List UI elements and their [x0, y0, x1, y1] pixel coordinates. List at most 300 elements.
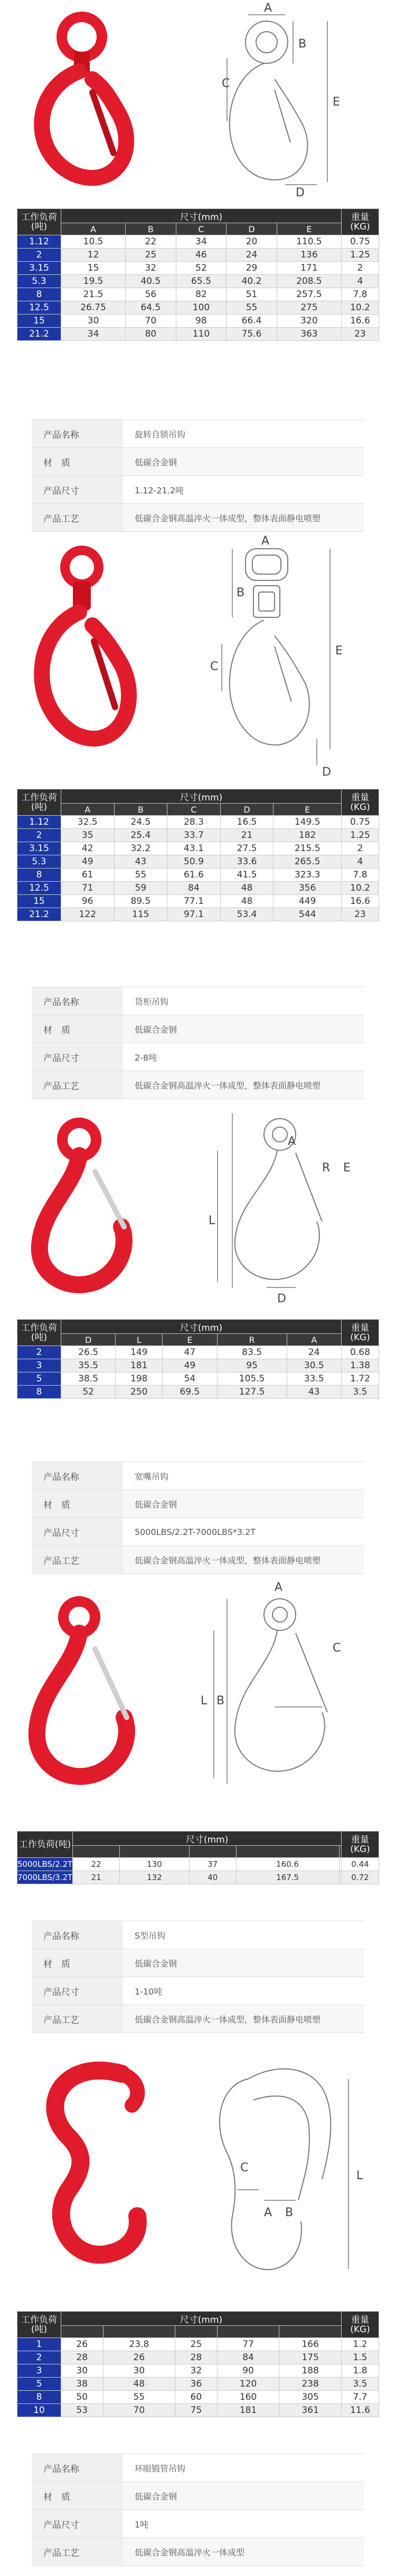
size-cell: 149: [116, 1346, 163, 1359]
table-row: [17, 2391, 379, 2404]
size-cell: 30.5: [287, 1359, 341, 1372]
product1-photo: [42, 17, 126, 178]
size-cell: 22: [73, 1858, 120, 1871]
size-cell: 160: [217, 2391, 279, 2404]
size-cell: 24: [227, 249, 277, 262]
load-cell: 8: [17, 1386, 61, 1399]
size-cell: 136: [277, 249, 341, 262]
table-row: [17, 1386, 379, 1399]
size-cell: 275: [277, 301, 341, 314]
size-cell: 238: [279, 2378, 342, 2391]
size-cell: 110: [176, 328, 227, 341]
col-header: [61, 2326, 103, 2338]
size-cell: 215.5: [274, 842, 342, 855]
info-key-process: 产品工艺: [32, 1071, 123, 1099]
load-cell: 21.2: [17, 908, 61, 921]
info-key-material: 材 质: [32, 1949, 123, 1977]
col-header: C: [167, 804, 221, 816]
dim-label-a: A: [261, 535, 270, 548]
load-header: 工作负荷(吨): [17, 2312, 61, 2338]
size-cell: 40: [189, 1871, 236, 1884]
product2-illustration: [0, 533, 396, 781]
dim-label-a: A: [275, 1581, 283, 1594]
weight-cell: 1.5: [342, 2351, 379, 2364]
col-header: A: [287, 1334, 341, 1346]
col-header: E: [274, 804, 342, 816]
size-cell: 55: [103, 2391, 175, 2404]
weight-cell: 1.8: [342, 2364, 379, 2378]
col-header: E: [277, 223, 341, 235]
size-cell: 105.5: [217, 1372, 287, 1386]
info-value-name: 旋转自锁吊钩: [123, 420, 364, 448]
size-cell: 34: [61, 328, 126, 341]
size-cell: 52: [176, 262, 227, 275]
dim-label-l: L: [201, 1694, 208, 1707]
weight-cell: 2: [342, 842, 379, 855]
size-cell: 41.5: [220, 869, 274, 882]
load-cell: 1: [17, 2338, 61, 2351]
size-cell: 30: [103, 2364, 175, 2378]
size-cell: 53.4: [220, 908, 274, 921]
load-cell: 15: [17, 895, 61, 908]
size-cell: 28.3: [167, 816, 221, 829]
info-value-name: 环眼锻管吊钩: [123, 2454, 364, 2482]
product1-diagram: [227, 15, 327, 185]
product3-diagram: [218, 1113, 322, 1287]
info-value-material: 低碳合金钢: [123, 2482, 364, 2510]
product4-info-table: [32, 1921, 364, 2033]
size-cell: 10.5: [61, 235, 126, 249]
load-cell: 5000LBS/2.2T: [17, 1858, 73, 1871]
size-header: 尺寸(mm): [61, 2312, 342, 2326]
dim-label-a: A: [264, 2206, 272, 2219]
load-cell: 5.3: [17, 855, 61, 869]
table-row: [17, 895, 379, 908]
product1-spec-table: [17, 208, 379, 341]
size-cell: 49: [61, 855, 115, 869]
load-cell: 21.2: [17, 328, 61, 341]
size-cell: 50: [61, 2391, 103, 2404]
col-header: [217, 2326, 279, 2338]
load-cell: 8: [17, 869, 61, 882]
size-cell: 54: [163, 1372, 217, 1386]
info-value-name: 宽嘴吊钩: [123, 1462, 364, 1490]
table-row: [17, 2378, 379, 2391]
weight-cell: 7.7: [342, 2391, 379, 2404]
col-header: B: [114, 804, 167, 816]
col-header: D: [227, 223, 277, 235]
col-header: [339, 1846, 341, 1858]
size-cell: 356: [274, 882, 342, 895]
table-row: [17, 249, 379, 262]
dim-label-b: B: [285, 2206, 294, 2219]
info-key-size: 产品尺寸: [32, 1518, 123, 1546]
size-cell: 51: [227, 288, 277, 301]
weight-cell: 11.6: [342, 2404, 379, 2417]
size-cell: 66.4: [227, 314, 277, 328]
size-cell: 28: [175, 2351, 218, 2364]
load-cell: 8: [17, 2391, 61, 2404]
load-cell: 3: [17, 2364, 61, 2378]
size-cell: 32.5: [61, 816, 115, 829]
size-cell: 77: [217, 2338, 279, 2351]
col-header: [175, 2326, 218, 2338]
col-header: [279, 2326, 342, 2338]
size-cell: 16.5: [220, 816, 274, 829]
size-cell: 127.5: [217, 1386, 287, 1399]
size-cell: 82: [176, 288, 227, 301]
load-cell: 7000LBS/3.2T: [17, 1871, 73, 1884]
product5-info-table: [32, 2454, 364, 2566]
table-row: [17, 855, 379, 869]
size-cell: 188: [279, 2364, 342, 2378]
info-value-material: 低碳合金钢: [123, 1490, 364, 1518]
size-cell: 64.5: [126, 301, 176, 314]
info-value-process: 低碳合金钢高温淬火一体成型，整体表面静电喷塑: [123, 1546, 364, 1574]
size-cell: 35: [61, 829, 115, 842]
product2-info-table: [32, 987, 364, 1099]
weight-cell: 0.72: [342, 1871, 379, 1884]
product2-diagram: [222, 549, 330, 765]
weight-cell: 1.25: [342, 829, 379, 842]
load-cell: 3.15: [17, 842, 61, 855]
weight-cell: 0.68: [342, 1346, 379, 1359]
product1-illustration: [0, 0, 396, 201]
dim-label-e: E: [343, 1161, 351, 1175]
size-cell: 305: [279, 2391, 342, 2404]
product4-diagram: [214, 1599, 327, 1783]
load-cell: 2: [17, 829, 61, 842]
weight-cell: 23: [342, 328, 379, 341]
size-cell: 84: [217, 2351, 279, 2364]
size-cell: 69.5: [163, 1386, 217, 1399]
col-header: [103, 2326, 175, 2338]
product5-spec-table: [17, 2311, 379, 2417]
weight-cell: 10.2: [342, 882, 379, 895]
size-cell: 53: [61, 2404, 103, 2417]
size-cell: 89.5: [114, 895, 167, 908]
size-cell: 40.5: [126, 275, 176, 288]
size-cell: 97.1: [167, 908, 221, 921]
size-cell: 26.5: [61, 1346, 116, 1359]
size-cell: 48: [220, 882, 274, 895]
table-row: [17, 301, 379, 314]
size-cell: 48: [220, 895, 274, 908]
table-row: [17, 1871, 379, 1884]
load-cell: 5: [17, 1372, 61, 1386]
size-cell: 26.75: [61, 301, 126, 314]
weight-header: 重量(KG): [342, 789, 379, 816]
load-header: 工作负荷(吨): [17, 1831, 73, 1858]
info-key-name: 产品名称: [32, 1462, 123, 1490]
table-row: [17, 1359, 379, 1372]
weight-cell: 4: [342, 855, 379, 869]
size-cell: 182: [274, 829, 342, 842]
size-cell: 80: [126, 328, 176, 341]
info-key-size: 产品尺寸: [32, 1977, 123, 2005]
load-cell: 12.5: [17, 301, 61, 314]
product4-spec-table: [17, 1831, 379, 1884]
info-key-process: 产品工艺: [32, 2538, 123, 2566]
weight-header: 重量(KG): [342, 209, 379, 235]
size-cell: 49: [163, 1359, 217, 1372]
size-cell: 95: [217, 1359, 287, 1372]
info-key-material: 材 质: [32, 448, 123, 476]
weight-cell: 10.2: [342, 301, 379, 314]
size-cell: 21: [220, 829, 274, 842]
size-cell: 110.5: [277, 235, 341, 249]
size-cell: 83.5: [217, 1346, 287, 1359]
size-cell: 65.5: [176, 275, 227, 288]
weight-cell: 16.6: [342, 895, 379, 908]
table-row: [17, 829, 379, 842]
load-header: 工作负荷(吨): [17, 1320, 61, 1346]
col-header: [236, 1846, 339, 1858]
table-row: [17, 1858, 379, 1871]
col-header: E: [163, 1334, 217, 1346]
size-cell: 130: [120, 1858, 189, 1871]
product4-photo: [37, 1601, 127, 1777]
weight-cell: 1.25: [342, 249, 379, 262]
col-header: [189, 1846, 236, 1858]
table-row: [17, 869, 379, 882]
load-header: 工作负荷(吨): [17, 789, 61, 816]
info-key-size: 产品尺寸: [32, 476, 123, 504]
info-value-size: 1.12-21.2吨: [123, 476, 364, 504]
size-cell: 25: [126, 249, 176, 262]
weight-header: 重量(KG): [342, 1320, 379, 1346]
table-row: [17, 235, 379, 249]
size-cell: 320: [277, 314, 341, 328]
table-row: [17, 2338, 379, 2351]
size-cell: 61: [61, 869, 115, 882]
info-value-material: 低碳合金钢: [123, 1015, 364, 1043]
size-cell: 21: [73, 1871, 120, 1884]
size-cell: 29: [227, 262, 277, 275]
dim-label-a: A: [264, 2, 272, 15]
size-cell: 21.5: [61, 288, 126, 301]
dim-label-d: D: [277, 1292, 286, 1305]
size-cell: 160.6: [236, 1858, 339, 1871]
size-cell: 43: [114, 855, 167, 869]
size-cell: 75: [175, 2404, 218, 2417]
weight-cell: 3.5: [342, 2378, 379, 2391]
size-cell: 181: [217, 2404, 279, 2417]
col-header: L: [116, 1334, 163, 1346]
load-cell: 8: [17, 288, 61, 301]
table-row: [17, 1346, 379, 1359]
size-cell: 46: [176, 249, 227, 262]
product5-diagram: [220, 2069, 348, 2269]
size-cell: 544: [274, 908, 342, 921]
info-key-material: 材 质: [32, 2482, 123, 2510]
info-key-name: 产品名称: [32, 987, 123, 1015]
load-header: 工作负荷(吨): [17, 209, 61, 235]
weight-cell: 0.75: [342, 235, 379, 249]
col-header: B: [126, 223, 176, 235]
weight-header: 重量(KG): [342, 2312, 379, 2338]
info-value-size: 2-8吨: [123, 1043, 364, 1071]
product4-illustration: [0, 1578, 396, 1826]
table-row: [17, 314, 379, 328]
size-cell: 98: [176, 314, 227, 328]
size-cell: 47: [163, 1346, 217, 1359]
info-value-process: 低碳合金钢高温淬火一体成型，整体表面静电喷塑: [123, 2005, 364, 2033]
size-cell: 70: [103, 2404, 175, 2417]
size-cell: 175: [279, 2351, 342, 2364]
weight-cell: 0.75: [342, 816, 379, 829]
load-cell: 15: [17, 314, 61, 328]
load-cell: 10: [17, 2404, 61, 2417]
weight-cell: 7.8: [342, 869, 379, 882]
dim-label-l: L: [209, 1214, 215, 1227]
size-cell: 167.5: [236, 1871, 339, 1884]
size-cell: 24: [287, 1346, 341, 1359]
dim-label-e: E: [333, 96, 340, 109]
size-cell: 33.5: [287, 1372, 341, 1386]
size-cell: 33.6: [220, 855, 274, 869]
weight-cell: 1.38: [342, 1359, 379, 1372]
dim-label-b: B: [237, 586, 245, 599]
product3-illustration: [0, 1103, 396, 1314]
info-value-size: 5000LBS/2.2T-7000LBS*3.2T: [123, 1518, 364, 1546]
size-cell: 363: [277, 328, 341, 341]
dim-label-r: R: [322, 1161, 331, 1175]
size-cell: 75.6: [227, 328, 277, 341]
size-cell: 132: [120, 1871, 189, 1884]
size-cell: 42: [61, 842, 115, 855]
size-cell: 32: [175, 2364, 218, 2378]
size-cell: 166: [279, 2338, 342, 2351]
weight-cell: 7.8: [342, 288, 379, 301]
size-cell: 59: [114, 882, 167, 895]
product3-info-table: [32, 1462, 364, 1574]
col-header: A: [61, 804, 115, 816]
size-cell: 26: [61, 2338, 103, 2351]
dim-label-b: B: [298, 37, 307, 51]
info-value-size: 1吨: [123, 2510, 364, 2538]
col-header: C: [176, 223, 227, 235]
weight-cell: 1.2: [342, 2338, 379, 2351]
load-cell: 5.3: [17, 275, 61, 288]
size-cell: 120: [217, 2378, 279, 2391]
load-cell: 2: [17, 249, 61, 262]
dim-label-d: D: [296, 186, 305, 199]
size-cell: 60: [175, 2391, 218, 2404]
weight-cell: 2: [342, 262, 379, 275]
size-cell: 250: [116, 1386, 163, 1399]
table-row: [17, 262, 379, 275]
table-row: [17, 2404, 379, 2417]
col-header: [120, 1846, 189, 1858]
table-row: [17, 288, 379, 301]
size-cell: 361: [279, 2404, 342, 2417]
load-cell: 2: [17, 2351, 61, 2364]
info-key-process: 产品工艺: [32, 504, 123, 532]
info-key-name: 产品名称: [32, 420, 123, 448]
size-cell: 323.3: [274, 869, 342, 882]
weight-cell: 1.72: [342, 1372, 379, 1386]
info-value-name: S型吊钩: [123, 1921, 364, 1949]
size-header: 尺寸(mm): [73, 1831, 342, 1846]
size-cell: 32.2: [114, 842, 167, 855]
size-cell: 23.8: [103, 2338, 175, 2351]
size-cell: 77.1: [167, 895, 221, 908]
weight-cell: 23: [342, 908, 379, 921]
load-cell: 1.12: [17, 816, 61, 829]
info-value-material: 低碳合金钢: [123, 448, 364, 476]
size-header: 尺寸(mm): [61, 209, 342, 223]
size-cell: 38: [61, 2378, 103, 2391]
product5-photo: [55, 2071, 138, 2255]
size-cell: 40.2: [227, 275, 277, 288]
size-cell: 43.1: [167, 842, 221, 855]
info-key-process: 产品工艺: [32, 1546, 123, 1574]
col-header: [73, 1846, 120, 1858]
dim-label-c: C: [240, 2161, 249, 2174]
table-row: [17, 908, 379, 921]
size-header: 尺寸(mm): [61, 1320, 342, 1334]
weight-cell: 16.6: [342, 314, 379, 328]
info-key-material: 材 质: [32, 1015, 123, 1043]
weight-header: 重量(KG): [342, 1831, 379, 1858]
size-cell: 55: [227, 301, 277, 314]
weight-cell: 3.5: [342, 1386, 379, 1399]
size-cell: 61.6: [167, 869, 221, 882]
dim-label-e: E: [335, 644, 343, 657]
size-cell: 449: [274, 895, 342, 908]
size-cell: 50.9: [167, 855, 221, 869]
product5-illustration: [0, 2042, 396, 2306]
load-cell: 3: [17, 1359, 61, 1372]
size-cell: 257.5: [277, 288, 341, 301]
load-cell: 12.5: [17, 882, 61, 895]
load-cell: 3.15: [17, 262, 61, 275]
size-cell: 149.5: [274, 816, 342, 829]
weight-cell: 4: [342, 275, 379, 288]
load-cell: 1.12: [17, 235, 61, 249]
size-cell: 26: [103, 2351, 175, 2364]
size-cell: 28: [61, 2351, 103, 2364]
dim-label-c: C: [222, 77, 230, 90]
size-cell: 34: [176, 235, 227, 249]
table-row: [17, 1372, 379, 1386]
size-cell: 55: [114, 869, 167, 882]
info-value-name: 货柜吊钩: [123, 987, 364, 1015]
size-cell: 43: [287, 1386, 341, 1399]
dim-label-c: C: [333, 1642, 341, 1655]
size-cell: 56: [126, 288, 176, 301]
table-row: [17, 2351, 379, 2364]
col-header: D: [61, 1334, 116, 1346]
size-cell: 36: [175, 2378, 218, 2391]
table-row: [17, 882, 379, 895]
size-cell: 25.4: [114, 829, 167, 842]
product3-spec-table: [17, 1319, 379, 1399]
size-cell: 48: [103, 2378, 175, 2391]
table-row: [17, 328, 379, 341]
size-cell: 38.5: [61, 1372, 116, 1386]
info-value-process: 低碳合金钢高温淬火一体成型，整体表面静电喷塑: [123, 1071, 364, 1099]
info-key-size: 产品尺寸: [32, 1043, 123, 1071]
weight-cell: 0.44: [342, 1858, 379, 1871]
col-header: A: [61, 223, 126, 235]
dim-label-l: L: [356, 2169, 363, 2182]
size-cell: 70: [126, 314, 176, 328]
size-cell: 171: [277, 262, 341, 275]
size-cell: 208.5: [277, 275, 341, 288]
size-cell: 15: [61, 262, 126, 275]
